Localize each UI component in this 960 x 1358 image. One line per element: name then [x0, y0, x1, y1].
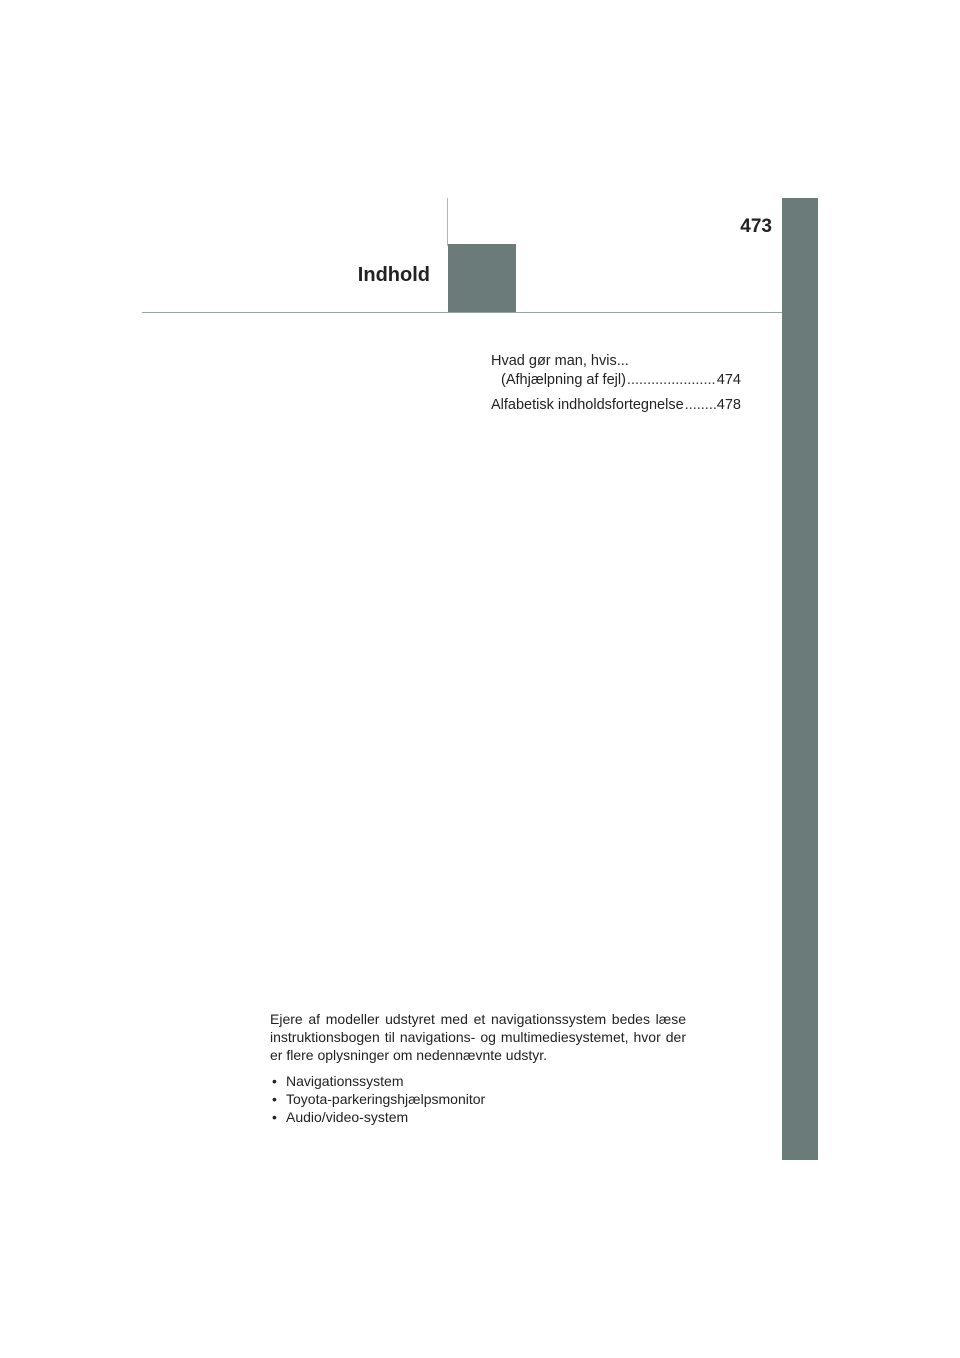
- list-item: [270, 1108, 686, 1126]
- section-title: Indhold: [357, 264, 430, 286]
- toc-item-page: 478: [716, 397, 741, 413]
- bullet-icon: •: [272, 1109, 277, 1125]
- bullet-icon: •: [272, 1073, 277, 1089]
- toc-item-index[interactable]: [491, 396, 741, 415]
- toc-item-page: 474: [716, 372, 741, 388]
- note-list: [270, 1072, 686, 1126]
- header-divider-horizontal: [142, 312, 782, 313]
- header-divider-vertical: [447, 198, 448, 246]
- toc-item-title: Alfabetisk indholdsfortegnelse: [491, 397, 684, 413]
- navigation-note: [270, 1010, 686, 1126]
- toc-item-troubleshooting[interactable]: [491, 352, 741, 390]
- toc-leader-dots: [627, 371, 716, 390]
- bullet-icon: •: [272, 1091, 277, 1107]
- table-of-contents: [491, 352, 741, 415]
- list-item: [270, 1090, 686, 1108]
- list-item-label: Navigationssystem: [286, 1073, 404, 1089]
- note-text: Ejere af modeller udstyret med et navigationssystem bedes læse instruktionsbogen til navigations- og multimediesystemet, hvor der er flere oplysninger om nedennævnte udstyr.: [270, 1011, 686, 1063]
- list-item-label: Toyota-parkeringshjælpsmonitor: [286, 1091, 486, 1107]
- page-number: 473: [740, 216, 772, 237]
- toc-item-subtitle: (Afhjælpning af fejl): [501, 372, 626, 388]
- toc-item-title: Hvad gør man, hvis...: [491, 353, 629, 369]
- list-item: [270, 1072, 686, 1090]
- header-block: [448, 244, 516, 312]
- list-item-label: Audio/video-system: [286, 1109, 409, 1125]
- toc-leader-dots: [685, 396, 716, 415]
- side-tab: [782, 198, 818, 1160]
